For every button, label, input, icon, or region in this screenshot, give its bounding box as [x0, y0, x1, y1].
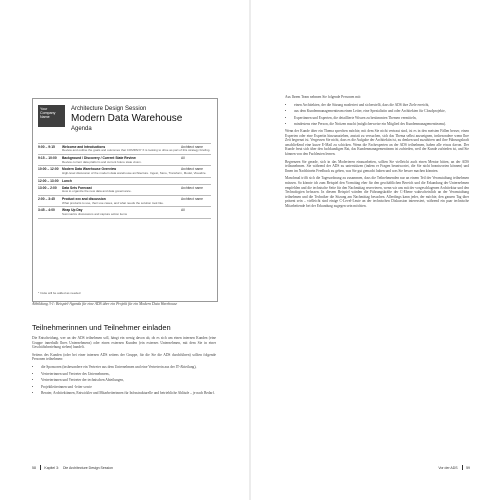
agenda-time: 10:00 – 12:00 [38, 167, 59, 172]
agenda-row [38, 143, 211, 154]
list-item: • mindestens eine Person, die Notizen macht (möglicherweise ein Mitglied des Kundenmanagementteams). [294, 122, 469, 127]
agenda-time: 13:00 – 2:00 [38, 186, 57, 191]
agenda-figure [32, 98, 218, 302]
list-item: • Berater, Architektinnen, Entwickler und Mitarbeiterinnen für Infrastrukturelle und betriebliche Abläufe – je nach Bedarf. [41, 391, 216, 396]
chapter-label: Kapitel 3: [44, 465, 59, 470]
agenda-rows [38, 143, 211, 219]
agenda-subtitle: Agenda [71, 126, 92, 132]
agenda-row [38, 206, 211, 218]
list-item: • die Sponsoren (insbesondere ein Vertreter aus dem Unternehmen und eine Vertreterin aus der IT-Abteilung), [41, 365, 216, 370]
left-folio [32, 465, 113, 470]
agenda-topic: Lunch [62, 178, 72, 183]
right-page [251, 0, 500, 500]
agenda-description: What products to use, their use cases, and what needs the solution look like. [62, 200, 164, 205]
company-logo-box: Your Company Name [38, 105, 65, 127]
agenda-topic: Welcome and Introductions [62, 145, 106, 149]
list-item: • Vertreterinnen und Vertreter des Unternehmens, [41, 372, 216, 377]
list-item: • Projektleiterinnen und -leiter sowie [41, 385, 216, 390]
agenda-time: 9:00 – 9:15 [38, 145, 55, 149]
agenda-description: Summarize discussions and capture action items [62, 211, 128, 216]
figure-caption: Abbildung 3-1: Beispiel-Agenda für eine ADS über ein Projekt für ein Modern Data Warehouse [32, 302, 178, 306]
agenda-topic: Background / Discovery / Current State Review [62, 156, 136, 161]
agenda-description: Review current data platform and current future state vision. [62, 159, 142, 164]
agenda-header [33, 99, 217, 141]
list-item: • aus dem Kundenmanagementteam einen Leiter, eine Spezialistin und oder Architekten für Cloudprojekte, [294, 109, 469, 114]
folio-divider [462, 465, 463, 470]
agenda-footnote: * Invite will be added as needed [38, 291, 81, 295]
agenda-kicker: Architecture Design Session [71, 106, 147, 112]
list-item: • einen Architekten, der die Sitzung moderiert und sicherstellt, dass die ADS ihre Ziele erreicht, [294, 103, 469, 108]
paragraph: Wenn der Kunde über ein Thema sprechen möchte, mit dem Sie nicht vertraut sind, ist es in den meisten Fällen besser, einen Experten oder eine Expertin hinzuzuziehen, anstatt zu versuchen, sich das Thema selbst anzueignen, insbesondere wenn Ihre Zeit begrenzt ist. Vergessen Sie nicht, dass es die Aufgabe der Architektin ist, zu denken und zuzuhören und ihre Führungskraft anschließend eine kurze E-Mail zu schicken. Wenn die Fachexperten an der ADS teilnehmen, haben alle etwas davon. Der Kunde freut sich über den fachkundigen Rat, das Kundenmanagementteam ist zufrieden, weil der Kunde zufrieden ist, und Sie können von den Fachleuten lernen. [285, 128, 469, 156]
agenda-time: 3:45 – 4:00 [38, 208, 55, 213]
agenda-row [38, 195, 211, 206]
right-body-text [285, 95, 469, 211]
agenda-presenter: Architect name [181, 186, 203, 191]
chapter-title: Die Architecture Design Session [63, 465, 113, 470]
team-list [285, 103, 469, 127]
left-body-text [32, 336, 216, 398]
paragraph: Aus Ihrem Team nehmen Sie folgende Personen mit: [285, 95, 362, 99]
agenda-presenter: Architect name [181, 167, 203, 172]
paragraph: Manchmal trifft sich die Tagesordnung zu zusammen, dass die Teilnehmenden nur an einem Teil der Veranstaltung teilnehmen müssen. So könnte ich zum Beispiel den Vormittag eher für den geschäftlichen Bereich und die Erkundung der Unternehmen empfehlen und die technische Seite für den Nachmittag reservieren, wenn wir uns mit der vorgeschlagenen Architektur und den Technologien befassen. In diesem Beispiel würden die Führungskräfte der C-Ebene wahrscheinlich an der Veranstaltung teilnehmen und die Techniker die Sitzung am Nachmittag besuchen. Allerdings kann jeder, der möchte, den ganzen Tag über präsent sein – vielleicht sind einige C-Level-Leute an der technischen Diskussion interessiert, während ein paar technische Mitarbeitende bei der Erkundung zugegen sein möchten. [285, 176, 469, 208]
agenda-title: Modern Data Warehouse [71, 113, 183, 124]
folio-divider [40, 465, 41, 470]
paragraph: Seitens des Kunden (oder bei einer internen ADS seitens der Gruppe, für die Sie die ADS durchführen) sollten folgende Personen teilnehmen: [32, 352, 216, 362]
agenda-time: 2:00 – 3:45 [38, 197, 55, 202]
agenda-row [38, 154, 211, 165]
agenda-description: How to organize the new data and data governance. [62, 189, 132, 194]
agenda-presenter: Architect name [181, 197, 203, 202]
agenda-row [38, 165, 211, 176]
agenda-presenter: All [181, 156, 185, 161]
agenda-topic: Modern Data Warehouse Overview [62, 167, 117, 172]
agenda-presenter [181, 179, 211, 183]
agenda-topic: Data Sets Forecast [62, 186, 92, 191]
section-heading: Teilnehmerinnen und Teilnehmer einladen [32, 323, 171, 332]
agenda-time: 9:15 – 10:00 [38, 156, 57, 161]
list-item: • Vertreterinnen und Vertreter der technischen Abteilungen, [41, 378, 216, 383]
agenda-description: Review and outline the goals and outcomes that COMPANY X is looking to drive as part of this strategy briefing. [62, 148, 211, 153]
page-number: 59 [466, 465, 470, 470]
agenda-row [38, 177, 211, 184]
agenda-presenter: Architect name [181, 145, 203, 149]
right-folio [438, 465, 470, 470]
agenda-description: High-level discussion of the modern data warehouse architecture. Ingest, Store, Transform, Model, Visualize. [62, 170, 207, 175]
section-title: Vor der ADS [438, 465, 458, 470]
page-number: 58 [32, 465, 36, 470]
participant-list [32, 365, 216, 396]
agenda-topic: Wrap Up Day [62, 208, 83, 213]
agenda-presenter: All [181, 208, 185, 213]
agenda-row [38, 184, 211, 195]
left-page [0, 0, 249, 500]
paragraph: Die Entscheidung, wer an der ADS teilnehmen soll, hängt ein wenig davon ab, ob es sich um einen internen Kunden (eine Gruppe innerhalb Ihres Unternehmens) oder einen externen Kunden (ein externes Unternehmen, mit dem Sie in einer Geschäftsbeziehung stehen) handelt. [32, 336, 216, 350]
agenda-time: 12:00 – 13:00 [38, 178, 59, 183]
list-item: • Expertinnen und Experten, die detaillierte Wissen zu bestimmten Themen vermitteln, [294, 116, 469, 121]
paragraph: Begrenzen Sie gerade, sich in das Moderieren einzuarbeiten, sollten Sie vielleicht auch einen Mentor bitten, an der ADS teilzunehmen. Sie während der ADS zu unterstützen (indem er Fragen beantwortet, die Sie nicht beantworten können) und Ihnen im Nachhinein Feedback zu geben, was Sie gut gemacht haben und was Sie besser machen könnten. [285, 159, 469, 173]
agenda-topic: Product xxx and discussion [62, 197, 106, 202]
